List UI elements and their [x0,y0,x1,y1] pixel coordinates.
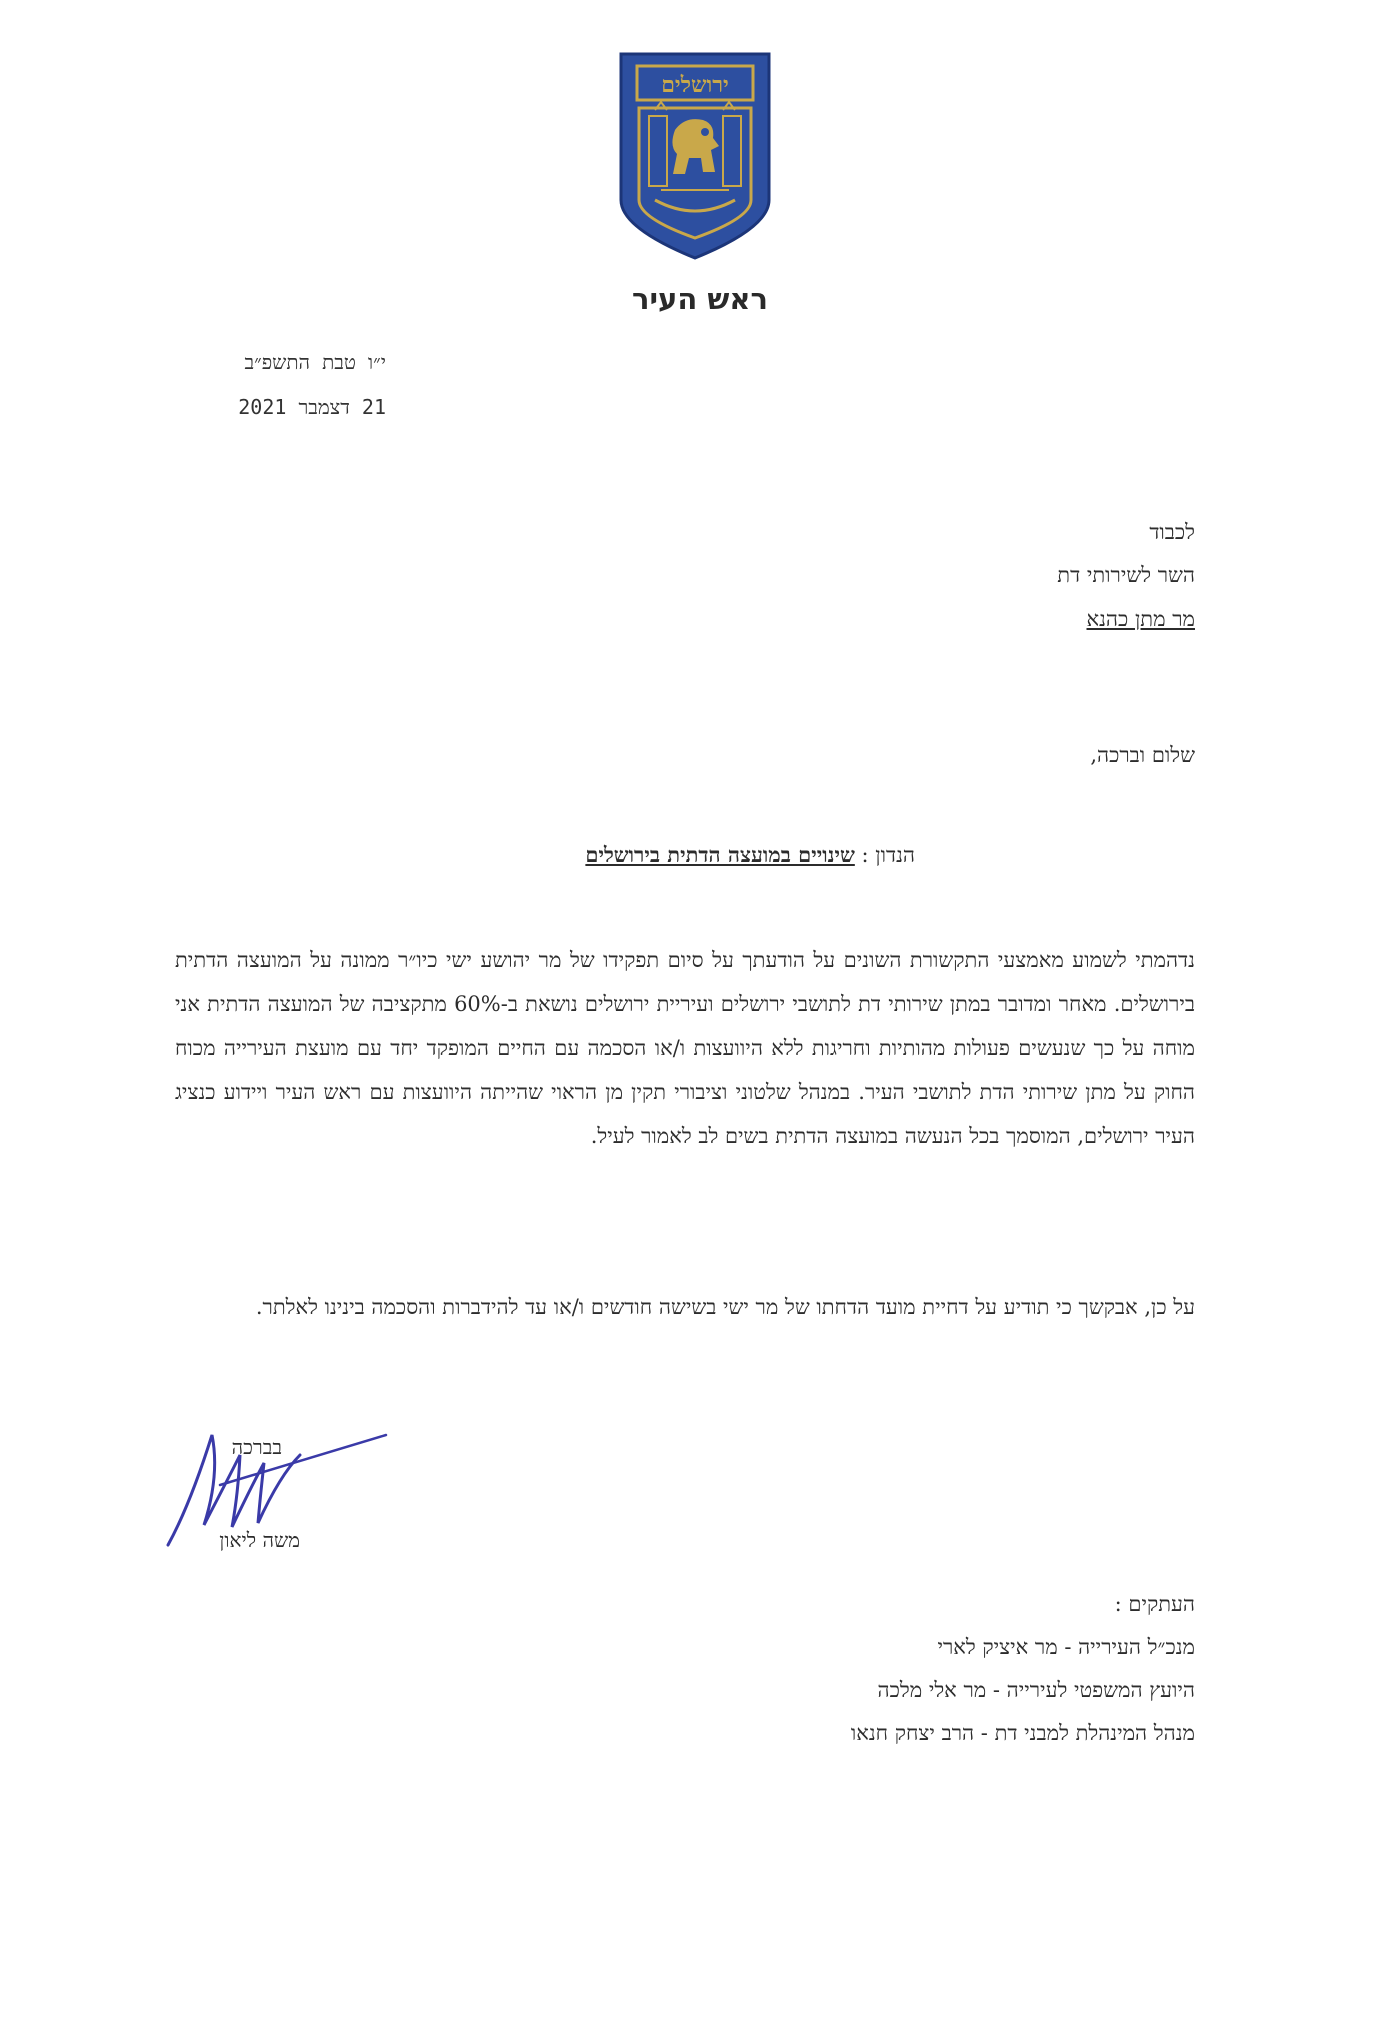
signature-closing: בברכה [231,1435,282,1459]
copies-list [851,1635,1195,1764]
body-paragraph-1 [175,938,1195,1158]
signatory-name: משה ליאון [219,1528,300,1552]
hebrew-date: י״ו טבת התשפ״ב [244,350,386,374]
gregorian-date: 21 דצמבר 2021 [238,395,386,419]
copy-recipient: מנהל המינהלת למבני דת - הרב יצחק חנאו [850,1721,1195,1745]
body-paragraph-2 [175,1285,1195,1329]
page-title: ראש העיר [632,282,768,316]
greeting: שלום וברכה, [1090,743,1195,767]
copy-recipient: היועץ המשפטי לעירייה - מר אלי מלכה [877,1678,1195,1702]
subject-text: שינויים במועצה הדתית בירושלים [585,842,855,867]
copies-title: העתקים : [1114,1592,1195,1616]
subject-line [585,842,915,868]
copy-recipient: מנכ״ל העירייה - מר איציק לארי [937,1635,1195,1659]
recipient-position: השר לשירותי דת [1057,563,1195,587]
recipient-name: מר מתן כהנא [1086,607,1195,631]
svg-text:ירושלים: ירושלים [661,72,729,98]
jerusalem-emblem [615,50,775,262]
recipient-salutation: לכבוד [1149,520,1195,544]
body-paragraph-1-text: נדהמתי לשמוע מאמצעי התקשורת השונים על הודעתך על סיום תפקידו של מר יהושע ישי כיו״ר ממונה על המועצה הדתית בירושלים. מאחר ומדובר במתן שירותי דת לתושבי ירושלים ועיריית ירושלים נושאת ב-60% מתקציבה של המועצה הדתית אני מוחה על כך שנעשים פעולות מהותיות וחריגות ללא היוועצות ו/או הסכמה עם החיים המופקד יחד עם מועצת העירייה מכוח החוק על מתן שירותי הדת לתושבי העיר. במנהל שלטוני וציבורי תקין מן הראוי שהייתה היוועצות עם ראש העיר ויידוע כנציג העיר ירושלים, המוסמך בכל הנעשה במועצה הדתית בשים לב לאמור לעיל. [175,948,1195,1148]
body-paragraph-2-text: על כן, אבקשך כי תודיע על דחיית מועד הדחתו של מר ישי בשישה חודשים ו/או עד להידברות והסכמה בינינו לאלתר. [255,1295,1195,1319]
subject-label: הנדון : [861,843,915,867]
